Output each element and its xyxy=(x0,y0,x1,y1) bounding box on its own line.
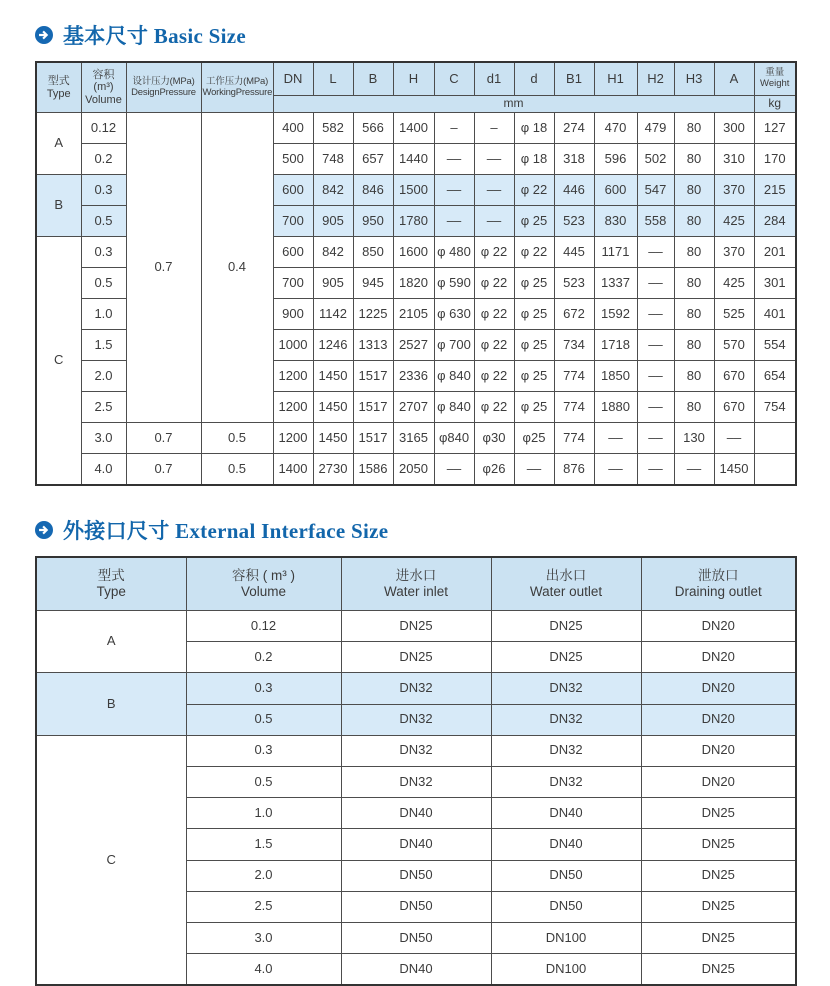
table-cell: 1450 xyxy=(714,454,754,486)
th-draining-outlet: 泄放口 Draining outlet xyxy=(641,557,796,611)
table-cell: 0.4 xyxy=(201,113,273,423)
table-cell: 130 xyxy=(674,423,714,454)
table-cell: φ 840 xyxy=(434,361,474,392)
table-cell: 1500 xyxy=(393,175,434,206)
table-cell: φ 18 xyxy=(514,144,554,175)
external-interface-section-title xyxy=(35,515,795,545)
table-cell: DN50 xyxy=(341,891,491,922)
table-cell: 570 xyxy=(714,330,754,361)
table-cell: φ 630 xyxy=(434,299,474,330)
table-cell: 0.5 xyxy=(186,766,341,797)
table-cell: 1246 xyxy=(313,330,353,361)
th-dim-h2: H2 xyxy=(637,62,674,96)
table-row xyxy=(36,735,796,766)
table-cell: 0.12 xyxy=(81,113,126,144)
table-cell: DN32 xyxy=(341,673,491,704)
table-cell: 1880 xyxy=(594,392,637,423)
table-cell: φ 22 xyxy=(474,237,514,268)
table-cell: 2336 xyxy=(393,361,434,392)
table-cell: 170 xyxy=(754,144,796,175)
table-cell: φ840 xyxy=(434,423,474,454)
table-cell: 445 xyxy=(554,237,594,268)
table-cell: 0.7 xyxy=(126,454,201,486)
table-cell: 318 xyxy=(554,144,594,175)
table-cell: –– xyxy=(434,206,474,237)
th-dim-l: L xyxy=(313,62,353,96)
table-cell: B xyxy=(36,175,81,237)
table-cell: 502 xyxy=(637,144,674,175)
arrow-right-circle-icon xyxy=(35,521,53,539)
table-cell: 1.0 xyxy=(186,798,341,829)
table-cell: 1586 xyxy=(353,454,393,486)
table-cell: 201 xyxy=(754,237,796,268)
th-dim-d: d xyxy=(514,62,554,96)
table-cell: 600 xyxy=(273,237,313,268)
table-cell: 1517 xyxy=(353,361,393,392)
table-cell: φ 25 xyxy=(514,361,554,392)
table-cell: DN20 xyxy=(641,673,796,704)
table-cell: 0.7 xyxy=(126,423,201,454)
table-row xyxy=(36,423,796,454)
table-cell: 0.7 xyxy=(126,113,201,423)
table-cell: DN20 xyxy=(641,735,796,766)
table-cell: 400 xyxy=(273,113,313,144)
table-cell: 2.5 xyxy=(186,891,341,922)
table-cell: 842 xyxy=(313,175,353,206)
table-cell: 523 xyxy=(554,268,594,299)
th-dim-a: A xyxy=(714,62,754,96)
table-cell: DN40 xyxy=(491,798,641,829)
table-cell: φ 22 xyxy=(514,175,554,206)
table-cell: 401 xyxy=(754,299,796,330)
section-gap xyxy=(35,486,795,515)
table-cell: –– xyxy=(637,330,674,361)
table-cell: DN20 xyxy=(641,704,796,735)
table-cell: 0.3 xyxy=(81,175,126,206)
external-interface-table xyxy=(35,556,797,986)
table-cell: 0.3 xyxy=(186,673,341,704)
table-cell: 1450 xyxy=(313,392,353,423)
table-cell: 1820 xyxy=(393,268,434,299)
table-cell: –– xyxy=(474,175,514,206)
table-cell: 1450 xyxy=(313,361,353,392)
table-cell: 1.5 xyxy=(186,829,341,860)
table-cell: 754 xyxy=(754,392,796,423)
table-cell: 657 xyxy=(353,144,393,175)
table-cell: 850 xyxy=(353,237,393,268)
table-cell: 215 xyxy=(754,175,796,206)
table-cell: 1171 xyxy=(594,237,637,268)
table-cell: 0.2 xyxy=(186,642,341,673)
table-cell: 3.0 xyxy=(186,922,341,953)
table-cell: DN25 xyxy=(641,891,796,922)
table-cell: 0.5 xyxy=(201,423,273,454)
table-cell: φ 22 xyxy=(474,268,514,299)
table-cell: 80 xyxy=(674,237,714,268)
table-cell: φ 25 xyxy=(514,330,554,361)
table-cell: 842 xyxy=(313,237,353,268)
table-cell: 80 xyxy=(674,113,714,144)
table-cell: φ 25 xyxy=(514,299,554,330)
table-cell: φ 22 xyxy=(514,237,554,268)
table-cell: DN20 xyxy=(641,611,796,642)
table-cell: 905 xyxy=(313,206,353,237)
table-cell: 80 xyxy=(674,330,714,361)
table-cell: 0.2 xyxy=(81,144,126,175)
table-cell: φ 22 xyxy=(474,299,514,330)
th-dim-b: B xyxy=(353,62,393,96)
table-cell: 547 xyxy=(637,175,674,206)
table-cell: 566 xyxy=(353,113,393,144)
th-dim-h3: H3 xyxy=(674,62,714,96)
table-cell: DN32 xyxy=(341,735,491,766)
table-cell: DN25 xyxy=(491,642,641,673)
table-cell: DN25 xyxy=(641,860,796,891)
th-weight: 重量 Weight xyxy=(754,62,796,96)
table-cell: 1.0 xyxy=(81,299,126,330)
table-cell: C xyxy=(36,237,81,486)
table-cell: 846 xyxy=(353,175,393,206)
table-cell: 1592 xyxy=(594,299,637,330)
table-cell: φ 22 xyxy=(474,361,514,392)
th-dim-c: C xyxy=(434,62,474,96)
table-cell: DN50 xyxy=(491,891,641,922)
th-volume: 容积 ( m³ ) Volume xyxy=(186,557,341,611)
table-cell: 734 xyxy=(554,330,594,361)
table-cell: 1450 xyxy=(313,423,353,454)
table-cell: φ 25 xyxy=(514,392,554,423)
table-cell: 774 xyxy=(554,423,594,454)
table-cell: φ25 xyxy=(514,423,554,454)
external-interface-table-body xyxy=(36,611,796,986)
table-cell: 2.5 xyxy=(81,392,126,423)
table-cell: DN20 xyxy=(641,766,796,797)
basic-size-table xyxy=(35,61,797,486)
table-cell: 774 xyxy=(554,392,594,423)
table-cell: –– xyxy=(594,423,637,454)
table-cell: 876 xyxy=(554,454,594,486)
table-cell: –– xyxy=(637,392,674,423)
section-title-en: Basic Size xyxy=(153,24,247,48)
table-cell: 774 xyxy=(554,361,594,392)
table-cell: – xyxy=(434,113,474,144)
table-cell: 1225 xyxy=(353,299,393,330)
section-title-zh: 外接口尺寸 xyxy=(63,519,170,543)
table-cell: DN40 xyxy=(341,954,491,986)
table-cell: DN40 xyxy=(341,798,491,829)
table-cell: 525 xyxy=(714,299,754,330)
table-cell: –– xyxy=(434,454,474,486)
th-water-inlet: 进水口 Water inlet xyxy=(341,557,491,611)
table-cell: 600 xyxy=(594,175,637,206)
table-cell: DN32 xyxy=(491,735,641,766)
table-cell: C xyxy=(36,735,186,985)
table-cell: φ 18 xyxy=(514,113,554,144)
table-cell: 3165 xyxy=(393,423,434,454)
table-cell: 558 xyxy=(637,206,674,237)
table-cell: 425 xyxy=(714,206,754,237)
table-cell: φ 25 xyxy=(514,268,554,299)
table-cell: 700 xyxy=(273,268,313,299)
th-dim-h1: H1 xyxy=(594,62,637,96)
table-cell: 0.12 xyxy=(186,611,341,642)
table-cell: 479 xyxy=(637,113,674,144)
table-cell: DN25 xyxy=(641,798,796,829)
table-cell: 950 xyxy=(353,206,393,237)
basic-size-table-header xyxy=(36,62,796,113)
table-cell: 284 xyxy=(754,206,796,237)
table-cell: DN20 xyxy=(641,642,796,673)
table-cell: DN40 xyxy=(341,829,491,860)
table-cell: DN25 xyxy=(641,954,796,986)
table-cell: 582 xyxy=(313,113,353,144)
table-cell: 670 xyxy=(714,392,754,423)
table-cell: 0.5 xyxy=(201,454,273,486)
th-working-pressure: 工作压力(MPa) WorkingPressure xyxy=(201,62,273,113)
th-dim-b1: B1 xyxy=(554,62,594,96)
table-cell: 300 xyxy=(714,113,754,144)
table-row xyxy=(36,454,796,486)
table-cell: 4.0 xyxy=(81,454,126,486)
table-cell: 1400 xyxy=(393,113,434,144)
table-cell: 2730 xyxy=(313,454,353,486)
table-cell: DN25 xyxy=(491,611,641,642)
table-cell: 3.0 xyxy=(81,423,126,454)
table-cell: 1400 xyxy=(273,454,313,486)
table-cell: 0.5 xyxy=(186,704,341,735)
table-cell: 600 xyxy=(273,175,313,206)
table-cell: 470 xyxy=(594,113,637,144)
table-cell: 1142 xyxy=(313,299,353,330)
table-row xyxy=(36,113,796,144)
th-unit-mm: mm xyxy=(273,96,754,113)
table-cell: 523 xyxy=(554,206,594,237)
table-cell: 2707 xyxy=(393,392,434,423)
table-cell: 1200 xyxy=(273,423,313,454)
external-interface-table-header xyxy=(36,557,796,611)
table-cell: A xyxy=(36,113,81,175)
table-cell: 596 xyxy=(594,144,637,175)
table-cell: 425 xyxy=(714,268,754,299)
table-cell: 1517 xyxy=(353,392,393,423)
table-cell: –– xyxy=(514,454,554,486)
table-cell: 370 xyxy=(714,237,754,268)
table-cell: DN100 xyxy=(491,922,641,953)
table-cell: 0.5 xyxy=(81,268,126,299)
table-cell: 80 xyxy=(674,268,714,299)
table-cell: 80 xyxy=(674,144,714,175)
table-cell: DN32 xyxy=(341,704,491,735)
table-cell: 900 xyxy=(273,299,313,330)
table-cell: 2.0 xyxy=(81,361,126,392)
table-cell: –– xyxy=(637,361,674,392)
table-cell: DN50 xyxy=(341,922,491,953)
table-cell: 1313 xyxy=(353,330,393,361)
table-cell: 2527 xyxy=(393,330,434,361)
section-title-zh: 基本尺寸 xyxy=(63,24,149,48)
table-cell: –– xyxy=(637,268,674,299)
table-cell: 80 xyxy=(674,361,714,392)
table-cell: –– xyxy=(637,237,674,268)
table-cell: 1000 xyxy=(273,330,313,361)
th-design-pressure: 设计压力(MPa) DesignPressure xyxy=(126,62,201,113)
table-cell: DN25 xyxy=(641,922,796,953)
table-cell: –– xyxy=(474,206,514,237)
table-cell xyxy=(754,454,796,486)
table-cell: DN32 xyxy=(491,704,641,735)
table-cell: –– xyxy=(637,454,674,486)
table-cell: φ26 xyxy=(474,454,514,486)
table-cell: 2050 xyxy=(393,454,434,486)
table-cell: 2.0 xyxy=(186,860,341,891)
table-cell: 274 xyxy=(554,113,594,144)
basic-size-table-body xyxy=(36,113,796,486)
section-title-text xyxy=(63,515,388,545)
table-cell: DN25 xyxy=(641,829,796,860)
th-dim-h: H xyxy=(393,62,434,96)
th-type: 型式 Type xyxy=(36,62,81,113)
table-cell: DN50 xyxy=(491,860,641,891)
th-unit-kg: kg xyxy=(754,96,796,113)
table-cell: DN50 xyxy=(341,860,491,891)
table-cell: –– xyxy=(434,175,474,206)
table-cell: 1200 xyxy=(273,392,313,423)
th-volume: 容积(m³) Volume xyxy=(81,62,126,113)
th-type: 型式 Type xyxy=(36,557,186,611)
table-cell: φ 25 xyxy=(514,206,554,237)
table-cell: 1780 xyxy=(393,206,434,237)
table-cell: 654 xyxy=(754,361,796,392)
table-cell: 446 xyxy=(554,175,594,206)
th-dim-dn: DN xyxy=(273,62,313,96)
table-cell: φ30 xyxy=(474,423,514,454)
table-cell: 748 xyxy=(313,144,353,175)
table-cell: 554 xyxy=(754,330,796,361)
table-cell: 80 xyxy=(674,392,714,423)
table-cell: 1517 xyxy=(353,423,393,454)
table-cell: 0.3 xyxy=(186,735,341,766)
table-cell: DN32 xyxy=(491,766,641,797)
table-cell: 905 xyxy=(313,268,353,299)
table-cell: DN100 xyxy=(491,954,641,986)
table-cell: –– xyxy=(637,423,674,454)
table-cell: 700 xyxy=(273,206,313,237)
table-cell: DN25 xyxy=(341,611,491,642)
table-cell: 4.0 xyxy=(186,954,341,986)
table-cell: –– xyxy=(714,423,754,454)
table-cell: –– xyxy=(474,144,514,175)
th-dim-d1: d1 xyxy=(474,62,514,96)
table-cell: DN32 xyxy=(341,766,491,797)
table-cell: 370 xyxy=(714,175,754,206)
table-cell: –– xyxy=(594,454,637,486)
table-cell xyxy=(754,423,796,454)
arrow-right-circle-icon xyxy=(35,26,53,44)
table-cell: 500 xyxy=(273,144,313,175)
table-cell: 1850 xyxy=(594,361,637,392)
table-cell: 1600 xyxy=(393,237,434,268)
table-cell: φ 22 xyxy=(474,392,514,423)
table-cell: – xyxy=(474,113,514,144)
table-row xyxy=(36,673,796,704)
table-cell: 1200 xyxy=(273,361,313,392)
section-title-text xyxy=(63,20,246,50)
table-cell: 0.5 xyxy=(81,206,126,237)
th-water-outlet: 出水口 Water outlet xyxy=(491,557,641,611)
table-row xyxy=(36,611,796,642)
table-cell: φ 840 xyxy=(434,392,474,423)
table-cell: φ 22 xyxy=(474,330,514,361)
table-cell: B xyxy=(36,673,186,735)
table-cell: 1440 xyxy=(393,144,434,175)
basic-size-section-title xyxy=(35,20,795,50)
table-cell: –– xyxy=(674,454,714,486)
table-cell: 1718 xyxy=(594,330,637,361)
table-cell: –– xyxy=(434,144,474,175)
section-title-en: External Interface Size xyxy=(175,519,389,543)
table-cell: –– xyxy=(637,299,674,330)
table-cell: 830 xyxy=(594,206,637,237)
table-cell: 1337 xyxy=(594,268,637,299)
table-cell: 80 xyxy=(674,299,714,330)
table-cell: 80 xyxy=(674,206,714,237)
table-cell: 945 xyxy=(353,268,393,299)
table-cell: 127 xyxy=(754,113,796,144)
table-cell: φ 590 xyxy=(434,268,474,299)
table-cell: A xyxy=(36,611,186,673)
table-cell: DN40 xyxy=(491,829,641,860)
table-cell: 672 xyxy=(554,299,594,330)
table-cell: 2105 xyxy=(393,299,434,330)
table-cell: DN32 xyxy=(491,673,641,704)
table-cell: 1.5 xyxy=(81,330,126,361)
table-cell: 0.3 xyxy=(81,237,126,268)
table-cell: DN25 xyxy=(341,642,491,673)
table-cell: 670 xyxy=(714,361,754,392)
table-cell: φ 700 xyxy=(434,330,474,361)
table-cell: φ 480 xyxy=(434,237,474,268)
table-cell: 310 xyxy=(714,144,754,175)
table-cell: 301 xyxy=(754,268,796,299)
table-cell: 80 xyxy=(674,175,714,206)
